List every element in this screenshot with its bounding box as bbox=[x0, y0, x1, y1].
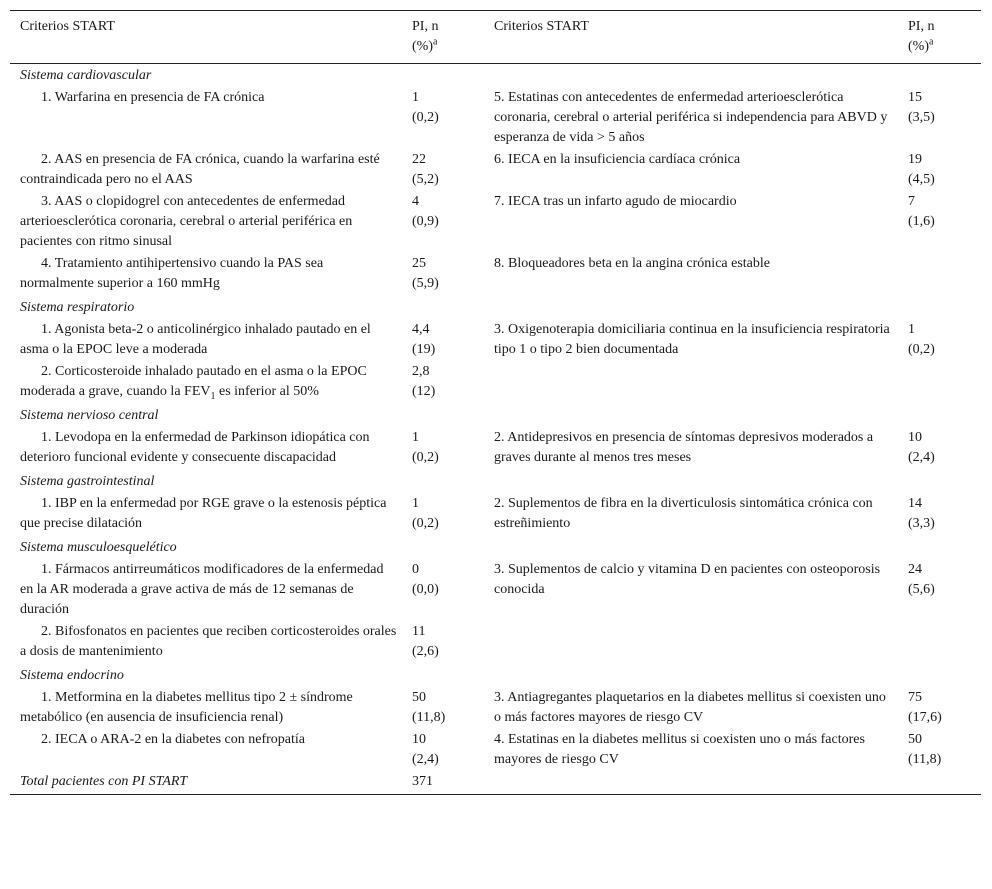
criterion-left: 2. IECA o ARA-2 en la diabetes con nefropatía bbox=[41, 732, 305, 747]
criterion-left: 4. Tratamiento antihipertensivo cuando la PAS sea normalmente superior a 160 mmHg bbox=[20, 256, 324, 291]
criterion-left: 1. Levodopa en la enfermedad de Parkinson idiopática con deterioro funcional evidente y consecuente discapacidad bbox=[20, 430, 370, 465]
pi-left: 50 (11,8) bbox=[412, 690, 446, 725]
criterion-right: 3. Suplementos de calcio y vitamina D en pacientes con osteoporosis conocida bbox=[494, 562, 881, 597]
pi-right bbox=[898, 254, 981, 296]
criterion-right: 7. IECA tras un infarto agudo de miocardio bbox=[494, 194, 737, 209]
criterion-right: 2. Suplementos de fibra en la diverticulosis sintomática crónica con estreñimiento bbox=[494, 496, 873, 531]
pi-right: 24 (5,6) bbox=[908, 562, 935, 597]
pi-right bbox=[898, 362, 981, 404]
pi-left: 10 (2,4) bbox=[412, 732, 439, 767]
section-musculoesqueletico bbox=[10, 536, 981, 560]
pi-left: 22 (5,2) bbox=[412, 152, 439, 187]
table-row bbox=[10, 494, 981, 536]
pi-right: 19 (4,5) bbox=[908, 152, 935, 187]
criterion-right: 4. Estatinas en la diabetes mellitus si coexisten uno o más factores mayores de riesgo CV bbox=[494, 732, 865, 767]
start-criteria-table-container bbox=[10, 10, 981, 795]
criterion-left: 2. AAS en presencia de FA crónica, cuando la warfarina esté contraindicada pero no el AAS bbox=[20, 152, 380, 187]
table-row bbox=[10, 688, 981, 730]
total-empty bbox=[484, 772, 898, 795]
criterion-right: 5. Estatinas con antecedentes de enfermedad arterioesclerótica coronaria, cerebral o arterial periférica si independencia para ABVD y esperanza de vida > 5 años bbox=[494, 90, 888, 145]
pi-left: 11 (2,6) bbox=[412, 624, 439, 659]
criterion-right bbox=[484, 362, 898, 404]
pi-right: 75 (17,6) bbox=[908, 690, 942, 725]
pi-left: 1 (0,2) bbox=[412, 496, 439, 531]
criterion-left: 1. IBP en la enfermedad por RGE grave o la estenosis péptica que precise dilatación bbox=[20, 496, 387, 531]
total-value: 371 bbox=[412, 774, 433, 789]
pi-right: 1 (0,2) bbox=[908, 322, 935, 357]
section-title: Sistema respiratorio bbox=[20, 300, 135, 315]
pi-left: 4,4 (19) bbox=[412, 322, 436, 357]
total-empty bbox=[898, 772, 981, 795]
criterion-right: 8. Bloqueadores beta en la angina crónica estable bbox=[494, 256, 770, 271]
section-cardiovascular bbox=[10, 64, 981, 89]
total-label: Total pacientes con PI START bbox=[20, 774, 188, 789]
criterion-left: 2. Corticosteroide inhalado pautado en el asma o la EPOC moderada a grave, cuando la $FEV_1$ es inferior al 50% bbox=[20, 364, 367, 402]
criterion-left: 3. AAS o clopidogrel con antecedentes de enfermedad arterioesclerótica coronaria, cerebral o arterial periférica en pacientes con ritmo sinusal bbox=[20, 194, 353, 249]
pi-left: 0 (0,0) bbox=[412, 562, 439, 597]
header-pi-left: PI, n (%)$^a$ bbox=[412, 19, 439, 54]
header-criteria-left: Criterios START bbox=[20, 19, 115, 34]
pi-right: 14 (3,3) bbox=[908, 496, 935, 531]
criterion-right bbox=[484, 622, 898, 664]
table-row bbox=[10, 254, 981, 296]
pi-left: 25 (5,9) bbox=[412, 256, 439, 291]
criterion-left: 1. Metformina en la diabetes mellitus tipo 2 ± síndrome metabólico (en ausencia de insuficiencia renal) bbox=[20, 690, 353, 725]
criterion-right: 6. IECA en la insuficiencia cardíaca crónica bbox=[494, 152, 741, 167]
criterion-left: 2. Bifosfonatos en pacientes que reciben corticosteroides orales a dosis de mantenimiento bbox=[20, 624, 397, 659]
section-title: Sistema cardiovascular bbox=[20, 68, 152, 83]
section-title: Sistema musculoesquelético bbox=[20, 540, 177, 555]
table-row bbox=[10, 622, 981, 664]
criterion-left: 1. Warfarina en presencia de FA crónica bbox=[41, 90, 265, 105]
table-header-row bbox=[10, 11, 981, 64]
criterion-right: 3. Oxigenoterapia domiciliaria continua en la insuficiencia respiratoria tipo 1 o tipo 2 bien documentada bbox=[494, 322, 890, 357]
section-title: Sistema endocrino bbox=[20, 668, 124, 683]
table-row bbox=[10, 192, 981, 254]
section-respiratorio bbox=[10, 296, 981, 320]
table-row bbox=[10, 560, 981, 622]
section-endocrino bbox=[10, 664, 981, 688]
table-row bbox=[10, 362, 981, 404]
pi-right: 50 (11,8) bbox=[908, 732, 942, 767]
criterion-right: 2. Antidepresivos en presencia de síntomas depresivos moderados a graves durante al menos tres meses bbox=[494, 430, 874, 465]
table-row bbox=[10, 320, 981, 362]
pi-left: 2,8 (12) bbox=[412, 364, 436, 399]
section-nervioso-central bbox=[10, 404, 981, 428]
header-pi-right: PI, n (%)$^a$ bbox=[908, 19, 935, 54]
criterion-right: 3. Antiagregantes plaquetarios en la diabetes mellitus si coexisten uno o más factores mayores de riesgo CV bbox=[494, 690, 886, 725]
pi-right: 10 (2,4) bbox=[908, 430, 935, 465]
table-row bbox=[10, 88, 981, 150]
pi-right bbox=[898, 622, 981, 664]
section-title: Sistema gastrointestinal bbox=[20, 474, 155, 489]
table-row bbox=[10, 428, 981, 470]
pi-left: 1 (0,2) bbox=[412, 90, 439, 125]
section-gastrointestinal bbox=[10, 470, 981, 494]
criterion-left: 1. Agonista beta-2 o anticolinérgico inhalado pautado en el asma o la EPOC leve a moderada bbox=[20, 322, 371, 357]
criterion-left: 1. Fármacos antirreumáticos modificadores de la enfermedad en la AR moderada a grave activa de más de 12 semanas de duración bbox=[20, 562, 384, 617]
header-criteria-right: Criterios START bbox=[494, 19, 589, 34]
table-row bbox=[10, 730, 981, 772]
pi-right: 7 (1,6) bbox=[908, 194, 935, 229]
pi-left: 4 (0,9) bbox=[412, 194, 439, 229]
table-row bbox=[10, 150, 981, 192]
pi-right: 15 (3,5) bbox=[908, 90, 935, 125]
start-criteria-table bbox=[10, 10, 981, 795]
total-row bbox=[10, 772, 981, 795]
section-title: Sistema nervioso central bbox=[20, 408, 159, 423]
pi-left: 1 (0,2) bbox=[412, 430, 439, 465]
